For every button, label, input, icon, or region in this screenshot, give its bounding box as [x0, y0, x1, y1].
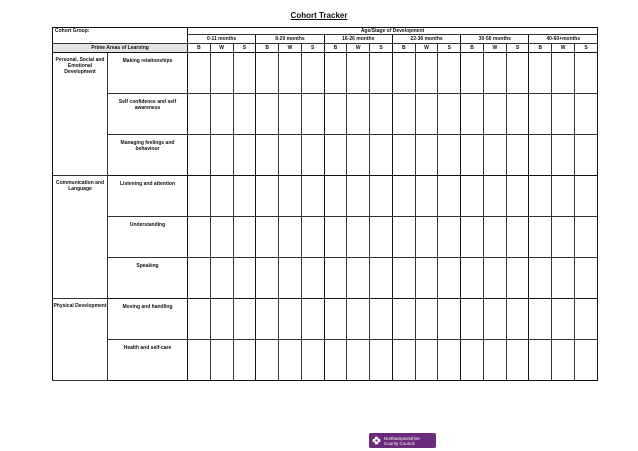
tracker-entry-cell[interactable]: [301, 340, 324, 381]
tracker-entry-cell[interactable]: [256, 340, 279, 381]
tracker-entry-cell[interactable]: [575, 299, 598, 340]
tracker-entry-cell[interactable]: [324, 94, 347, 135]
tracker-entry-cell[interactable]: [575, 53, 598, 94]
cohort-group-cell[interactable]: [53, 28, 188, 44]
tracker-entry-cell[interactable]: [279, 258, 302, 299]
age-band-header: 16-26 months: [324, 35, 392, 44]
tracker-entry-cell[interactable]: [210, 299, 233, 340]
tracker-entry-cell[interactable]: [188, 176, 211, 217]
table-row: [53, 53, 598, 94]
bws-header: B: [324, 44, 347, 53]
tracker-entry-cell[interactable]: [552, 340, 575, 381]
tracker-entry-cell[interactable]: [552, 135, 575, 176]
tracker-entry-cell[interactable]: [483, 53, 506, 94]
tracker-entry-cell[interactable]: [552, 94, 575, 135]
tracker-entry-cell[interactable]: [370, 135, 393, 176]
tracker-entry-cell[interactable]: [506, 258, 529, 299]
tracker-entry-cell[interactable]: [461, 176, 484, 217]
tracker-entry-cell[interactable]: [438, 53, 461, 94]
tracker-entry-cell[interactable]: [575, 340, 598, 381]
age-band-header: 22-36 months: [392, 35, 460, 44]
table-row: [53, 217, 598, 258]
tracker-entry-cell[interactable]: [279, 53, 302, 94]
tracker-entry-cell[interactable]: [233, 53, 256, 94]
tracker-entry-cell[interactable]: [256, 94, 279, 135]
tracker-entry-cell[interactable]: [392, 94, 415, 135]
bws-header: W: [415, 44, 438, 53]
tracker-entry-cell[interactable]: [415, 135, 438, 176]
tracker-entry-cell[interactable]: [483, 299, 506, 340]
tracker-entry-cell[interactable]: [210, 53, 233, 94]
age-band-header: 8-20 months: [256, 35, 324, 44]
age-stage-header: Age/Stage of Development: [188, 28, 598, 35]
tracker-entry-cell[interactable]: [233, 299, 256, 340]
bws-header: B: [256, 44, 279, 53]
tracker-entry-cell[interactable]: [301, 176, 324, 217]
tracker-entry-cell[interactable]: [461, 53, 484, 94]
tracker-entry-cell[interactable]: [256, 217, 279, 258]
tracker-entry-cell[interactable]: [415, 299, 438, 340]
logo-line-1: Northamptonshire: [384, 435, 420, 441]
tracker-entry-cell[interactable]: [233, 340, 256, 381]
tracker-entry-cell[interactable]: [575, 94, 598, 135]
sub-area-cell: Managing feelings and behaviour: [108, 135, 188, 176]
tracker-entry-cell[interactable]: [233, 258, 256, 299]
tracker-entry-cell[interactable]: [256, 176, 279, 217]
tracker-entry-cell[interactable]: [233, 176, 256, 217]
tracker-entry-cell[interactable]: [210, 135, 233, 176]
tracker-entry-cell[interactable]: [347, 53, 370, 94]
tracker-entry-cell[interactable]: [233, 217, 256, 258]
learning-area-cell: Physical Development: [53, 299, 108, 381]
tracker-entry-cell[interactable]: [392, 53, 415, 94]
tracker-entry-cell[interactable]: [483, 94, 506, 135]
tracker-entry-cell[interactable]: [210, 258, 233, 299]
tracker-entry-cell[interactable]: [483, 217, 506, 258]
tracker-entry-cell[interactable]: [256, 53, 279, 94]
tracker-entry-cell[interactable]: [461, 217, 484, 258]
bws-header: W: [347, 44, 370, 53]
table-row: [53, 94, 598, 135]
tracker-entry-cell[interactable]: [575, 258, 598, 299]
tracker-entry-cell[interactable]: [370, 217, 393, 258]
learning-area-cell: Personal, Social and Emotional Development: [53, 53, 108, 176]
tracker-entry-cell[interactable]: [506, 340, 529, 381]
sub-area-cell: Moving and handling: [108, 299, 188, 340]
tracker-entry-cell[interactable]: [461, 340, 484, 381]
tracker-entry-cell[interactable]: [370, 176, 393, 217]
tracker-entry-cell[interactable]: [188, 53, 211, 94]
tracker-entry-cell[interactable]: [370, 299, 393, 340]
tracker-entry-cell[interactable]: [279, 176, 302, 217]
bws-header: S: [575, 44, 598, 53]
tracker-entry-cell[interactable]: [506, 94, 529, 135]
tracker-entry-cell[interactable]: [438, 135, 461, 176]
cohort-tracker-table: [52, 27, 598, 381]
tracker-entry-cell[interactable]: [529, 217, 552, 258]
tracker-entry-cell[interactable]: [461, 135, 484, 176]
bws-header: S: [370, 44, 393, 53]
county-council-logo: [369, 433, 436, 448]
tracker-entry-cell[interactable]: [483, 258, 506, 299]
tracker-entry-cell[interactable]: [506, 217, 529, 258]
tracker-entry-cell[interactable]: [301, 94, 324, 135]
tracker-entry-cell[interactable]: [552, 299, 575, 340]
tracker-entry-cell[interactable]: [506, 53, 529, 94]
tracker-entry-cell[interactable]: [506, 299, 529, 340]
tracker-entry-cell[interactable]: [324, 217, 347, 258]
bws-header: W: [552, 44, 575, 53]
tracker-entry-cell[interactable]: [324, 176, 347, 217]
tracker-entry-cell[interactable]: [392, 299, 415, 340]
tracker-entry-cell[interactable]: [483, 176, 506, 217]
tracker-entry-cell[interactable]: [279, 217, 302, 258]
tracker-entry-cell[interactable]: [210, 94, 233, 135]
tracker-entry-cell[interactable]: [301, 258, 324, 299]
tracker-entry-cell[interactable]: [347, 299, 370, 340]
tracker-entry-cell[interactable]: [324, 340, 347, 381]
tracker-entry-cell[interactable]: [370, 94, 393, 135]
tracker-entry-cell[interactable]: [347, 258, 370, 299]
bws-header: S: [506, 44, 529, 53]
tracker-entry-cell[interactable]: [552, 258, 575, 299]
tracker-entry-cell[interactable]: [256, 299, 279, 340]
tracker-entry-cell[interactable]: [438, 176, 461, 217]
tracker-entry-cell[interactable]: [438, 258, 461, 299]
table-row: [53, 176, 598, 217]
tracker-entry-cell[interactable]: [301, 135, 324, 176]
bws-header: W: [210, 44, 233, 53]
bws-header: S: [438, 44, 461, 53]
tracker-entry-cell[interactable]: [552, 217, 575, 258]
tracker-entry-cell[interactable]: [324, 135, 347, 176]
tracker-entry-cell[interactable]: [529, 299, 552, 340]
tracker-entry-cell[interactable]: [552, 53, 575, 94]
tracker-entry-cell[interactable]: [324, 299, 347, 340]
tracker-entry-cell[interactable]: [210, 217, 233, 258]
table-row: [53, 340, 598, 381]
sub-area-cell: Listening and attention: [108, 176, 188, 217]
tracker-entry-cell[interactable]: [575, 176, 598, 217]
tracker-entry-cell[interactable]: [575, 135, 598, 176]
tracker-entry-cell[interactable]: [392, 135, 415, 176]
tracker-entry-cell[interactable]: [529, 94, 552, 135]
tracker-entry-cell[interactable]: [347, 176, 370, 217]
tracker-entry-cell[interactable]: [415, 176, 438, 217]
tracker-entry-cell[interactable]: [438, 299, 461, 340]
tracker-entry-cell[interactable]: [529, 176, 552, 217]
tracker-entry-cell[interactable]: [188, 94, 211, 135]
sub-area-cell: Health and self-care: [108, 340, 188, 381]
tracker-entry-cell[interactable]: [483, 135, 506, 176]
tracker-entry-cell[interactable]: [324, 258, 347, 299]
tracker-entry-cell[interactable]: [347, 217, 370, 258]
table-row: [53, 258, 598, 299]
tracker-entry-cell[interactable]: [438, 217, 461, 258]
tracker-entry-cell[interactable]: [347, 135, 370, 176]
tracker-entry-cell[interactable]: [324, 53, 347, 94]
tracker-entry-cell[interactable]: [301, 299, 324, 340]
tracker-entry-cell[interactable]: [370, 53, 393, 94]
bws-header: W: [483, 44, 506, 53]
tracker-entry-cell[interactable]: [438, 94, 461, 135]
tracker-entry-cell[interactable]: [210, 176, 233, 217]
tracker-entry-cell[interactable]: [370, 258, 393, 299]
tracker-entry-cell[interactable]: [188, 258, 211, 299]
tracker-entry-cell[interactable]: [188, 299, 211, 340]
tracker-entry-cell[interactable]: [415, 53, 438, 94]
tracker-entry-cell[interactable]: [256, 258, 279, 299]
bws-header: S: [301, 44, 324, 53]
tracker-entry-cell[interactable]: [279, 299, 302, 340]
learning-area-cell: Communication and Language: [53, 176, 108, 299]
tracker-entry-cell[interactable]: [370, 340, 393, 381]
tracker-entry-cell[interactable]: [233, 94, 256, 135]
age-band-header: 30-50 months: [461, 35, 529, 44]
tracker-entry-cell[interactable]: [392, 258, 415, 299]
tracker-entry-cell[interactable]: [529, 340, 552, 381]
tracker-entry-cell[interactable]: [279, 135, 302, 176]
tracker-entry-cell[interactable]: [415, 258, 438, 299]
tracker-entry-cell[interactable]: [483, 340, 506, 381]
page-title: Cohort Tracker: [290, 11, 348, 20]
tracker-entry-cell[interactable]: [461, 94, 484, 135]
tracker-entry-cell[interactable]: [415, 217, 438, 258]
tracker-entry-cell[interactable]: [506, 135, 529, 176]
tracker-entry-cell[interactable]: [461, 258, 484, 299]
prime-areas-header: Prime Areas of Learning: [53, 44, 188, 53]
tracker-entry-cell[interactable]: [392, 176, 415, 217]
tracker-entry-cell[interactable]: [529, 53, 552, 94]
tracker-entry-cell[interactable]: [461, 299, 484, 340]
tracker-entry-cell[interactable]: [301, 217, 324, 258]
cohort-group-label: Cohort Group:: [55, 28, 90, 34]
tracker-entry-cell[interactable]: [301, 53, 324, 94]
age-band-header: 0-11 months: [188, 35, 256, 44]
table-row: [53, 135, 598, 176]
tracker-entry-cell[interactable]: [415, 94, 438, 135]
tracker-entry-cell[interactable]: [347, 340, 370, 381]
tracker-entry-cell[interactable]: [347, 94, 370, 135]
tracker-entry-cell[interactable]: [279, 340, 302, 381]
logo-line-2: County Council: [384, 440, 415, 446]
tracker-entry-cell[interactable]: [506, 176, 529, 217]
tracker-entry-cell[interactable]: [415, 340, 438, 381]
tracker-entry-cell[interactable]: [188, 217, 211, 258]
tracker-entry-cell[interactable]: [575, 217, 598, 258]
bws-header: B: [188, 44, 211, 53]
table-row: [53, 299, 598, 340]
tracker-entry-cell[interactable]: [392, 217, 415, 258]
tracker-entry-cell[interactable]: [256, 135, 279, 176]
tracker-entry-cell[interactable]: [279, 94, 302, 135]
bws-header: B: [392, 44, 415, 53]
flower-logo-icon: [372, 436, 381, 445]
bws-header: W: [279, 44, 302, 53]
tracker-entry-cell[interactable]: [529, 135, 552, 176]
tracker-entry-cell[interactable]: [210, 340, 233, 381]
tracker-entry-cell[interactable]: [552, 176, 575, 217]
sub-area-cell: Speaking: [108, 258, 188, 299]
sub-area-cell: Making relationships: [108, 53, 188, 94]
sub-area-cell: Understanding: [108, 217, 188, 258]
bws-header: S: [233, 44, 256, 53]
age-band-header: 40-60+months: [529, 35, 598, 44]
tracker-entry-cell[interactable]: [529, 258, 552, 299]
bws-header: B: [461, 44, 484, 53]
tracker-entry-cell[interactable]: [188, 340, 211, 381]
tracker-entry-cell[interactable]: [392, 340, 415, 381]
tracker-entry-cell[interactable]: [438, 340, 461, 381]
tracker-entry-cell[interactable]: [233, 135, 256, 176]
sub-area-cell: Self confidence and self awareness: [108, 94, 188, 135]
bws-header: B: [529, 44, 552, 53]
tracker-entry-cell[interactable]: [188, 135, 211, 176]
